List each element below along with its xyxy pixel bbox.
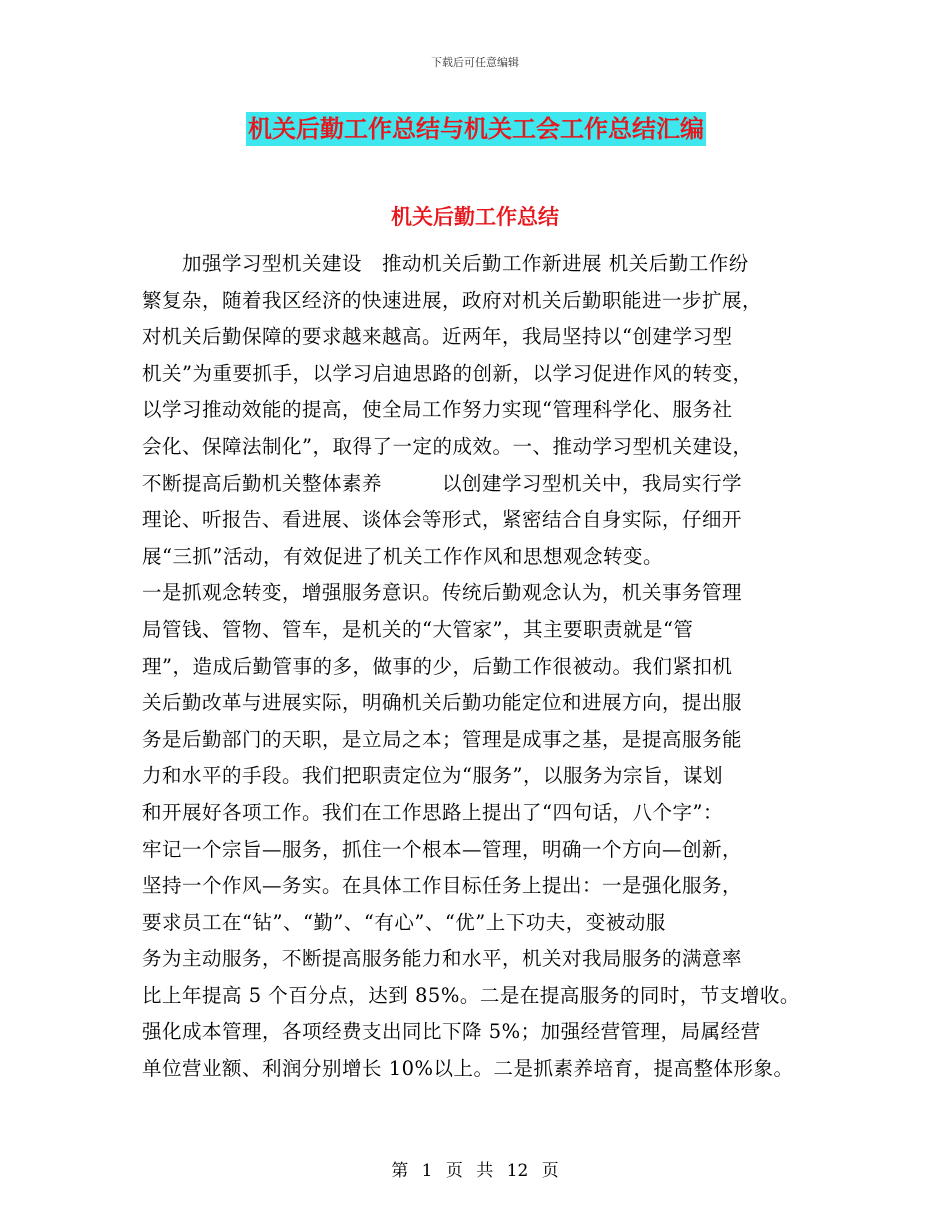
footer-gong: 共 <box>476 1161 494 1181</box>
text-line: 坚持一个作风—务实。在具体工作目标任务上提出：一是强化服务， <box>142 874 743 898</box>
text-line: 理”，造成后勤管事的多，做事的少，后勤工作很被动。我们紧扣机 <box>142 654 733 678</box>
text-line: 一是抓观念转变，增强服务意识。传统后勤观念认为，机关事务管理 <box>142 581 743 605</box>
text-line: 局管钱、管物、管车，是机关的“大管家”，其主要职责就是“管 <box>142 617 694 641</box>
text-line: 机关”为重要抓手，以学习启迪思路的创新，以学习促进作风的转变， <box>142 361 753 385</box>
text-line: 繁复杂，随着我区经济的快速进展，政府对机关后勤职能进一步扩展， <box>142 288 763 312</box>
text-line: 比上年提高 5 个百分点，达到 85%。二是在提高服务的同时，节支增收。 <box>142 983 800 1007</box>
section-title: 机关后勤工作总结 <box>391 204 559 229</box>
text-line: 关后勤改革与进展实际，明确机关后勤功能定位和进展方向，提出服 <box>142 691 743 715</box>
header-note: 下载后可任意编辑 <box>431 56 519 69</box>
text-line: 务为主动服务，不断提高服务能力和水平，机关对我局服务的满意率 <box>142 947 743 971</box>
text-line: 理论、听报告、看进展、谈体会等形式，紧密结合自身实际，仔细开 <box>142 508 743 532</box>
current-page-number: 1 <box>421 1161 433 1181</box>
document-main-title: 机关后勤工作总结与机关工会工作总结汇编 <box>246 112 706 146</box>
text-line: 对机关后勤保障的要求越来越高。近两年，我局坚持以“创建学习型 <box>142 325 733 349</box>
text-line: 力和水平的手段。我们把职责定位为“服务”，以服务为宗旨，谋划 <box>142 764 723 788</box>
text-line: 不断提高后勤机关整体素养 以创建学习型机关中，我局实行学 <box>142 471 743 495</box>
text-line: 强化成本管理，各项经费支出同比下降 5%；加强经营管理，局属经营 <box>142 1020 761 1044</box>
text-line: 牢记一个宗旨—服务，抓住一个根本—管理，明确一个方向—创新， <box>142 837 743 861</box>
text-line: 单位营业额、利润分别增长 10%以上。二是抓素养培育，提高整体形象。 <box>142 1057 794 1081</box>
text-line: 和开展好各项工作。我们在工作思路上提出了“四句话，八个字”： <box>142 800 723 824</box>
footer-di: 第 <box>391 1161 409 1181</box>
text-line: 加强学习型机关建设 推动机关后勤工作新进展 机关后勤工作纷 <box>142 252 749 275</box>
page-footer <box>0 1156 950 1181</box>
text-line: 展“三抓”活动，有效促进了机关工作作风和思想观念转变。 <box>142 544 663 568</box>
text-line: 要求员工在“钻”、“勤”、“有心”、“优”上下功夫，变被动服 <box>142 910 666 934</box>
footer-ye: 页 <box>445 1161 463 1181</box>
text-line: 会化、保障法制化”，取得了一定的成效。一、推动学习型机关建设， <box>142 434 753 458</box>
total-page-count: 12 <box>506 1161 529 1181</box>
footer-ye-end: 页 <box>541 1161 559 1181</box>
body-text <box>142 246 832 1088</box>
text-line: 务是后勤部门的天职，是立局之本；管理是成事之基，是提高服务能 <box>142 727 743 751</box>
text-line: 以学习推动效能的提高，使全局工作努力实现“管理科学化、服务社 <box>142 398 733 422</box>
